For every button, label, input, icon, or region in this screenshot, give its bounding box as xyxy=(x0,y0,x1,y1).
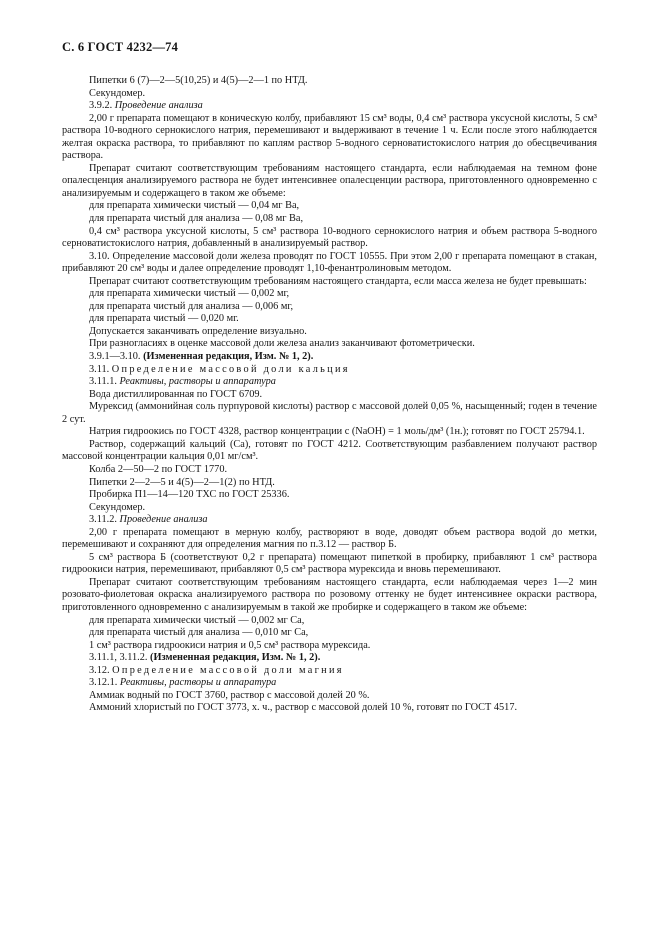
paragraph: Препарат считают соответствующим требованиям настоящего стандарта, если наблюдаемая через 1—2 мин розовато-фиолетовая окраска анализируемого раствора по розовому оттенку не будет интенсивнее окраски раствора, приготовленного одновременно с анализируемым в такой же пробирке и содержащего в таком же объеме: xyxy=(62,576,597,613)
list-item: для препарата чистый для анализа — 0,08 мг Ва, xyxy=(89,213,304,225)
paragraph: 2,00 г препарата помещают в мерную колбу, растворяют в воде, доводят объем раствора водой до метки, перемешивают и сохраняют для определения магния по п.3.12 — раствор Б. xyxy=(62,526,597,551)
list-item: для препарата чистый для анализа — 0,010 мг Са, xyxy=(89,627,309,639)
page-header: С. 6 ГОСТ 4232—74 xyxy=(62,40,179,54)
subsection-title: Проведение анализа xyxy=(114,100,203,112)
paragraph: 3.10. Определение массовой доли железа проводят по ГОСТ 10555. При этом 2,00 г препарата помещают в стакан, прибавляют 20 см³ воды и далее определение проводят 1,10-фенантролиновым методом. xyxy=(62,250,597,275)
paragraph: 5 см³ раствора Б (соответствуют 0,2 г препарата) помещают пипеткой в пробирку, прибавляют 1 см³ раствора гидроокиси натрия, перемешивают, прибавляют 0,5 см³ раствора мурексида и вновь перемешивают. xyxy=(62,551,597,576)
subsection-heading xyxy=(62,100,597,113)
section-number: 3.11.2. xyxy=(89,514,117,526)
subsection-title: Реактивы, растворы и аппаратура xyxy=(119,376,276,388)
paragraph: Препарат считают соответствующим требованиям настоящего стандарта, если наблюдаемая на темном фоне опалесценция анализируемого раствора не будет интенсивнее опалесценции раствора, приготовленного одновременно с анализируемым и содержащего в таком же объеме: xyxy=(62,162,597,199)
list-item: Пробирка П1—14—120 ТХС по ГОСТ 25336. xyxy=(89,489,290,501)
amendment-note xyxy=(62,652,597,665)
paragraph: Препарат считают соответствующим требованиям настоящего стандарта, если масса железа не будет превышать: xyxy=(89,275,587,287)
amendment-text: (Измененная редакция, Изм. № 1, 2). xyxy=(150,652,321,664)
document-body xyxy=(62,75,597,715)
subsection-title: Проведение анализа xyxy=(119,514,208,526)
paragraph: 0,4 см³ раствора уксусной кислоты, 5 см³ раствора 10-водного сернокислого натрия и объем раствора 5-водного серноватистокислого натрия, добавленный в анализируемый раствор. xyxy=(62,225,597,250)
section-heading xyxy=(62,665,597,678)
section-number: 3.12.1. xyxy=(89,677,118,689)
section-heading xyxy=(62,364,597,377)
subsection-heading xyxy=(62,677,597,690)
list-item: Колба 2—50—2 по ГОСТ 1770. xyxy=(89,463,228,475)
paragraph: Раствор, содержащий кальций (Са), готовят по ГОСТ 4212. Соответствующим разбавлением получают раствор массовой концентрации кальция 0,01 мг/см³. xyxy=(62,438,597,463)
list-item: для препарата чистый — 0,020 мг. xyxy=(89,313,239,325)
paragraph: Аммоний хлористый по ГОСТ 3773, х. ч., раствор с массовой долей 10 %, готовят по ГОСТ 4517. xyxy=(89,702,518,714)
amendment-note xyxy=(62,351,597,364)
subsection-heading xyxy=(62,514,597,527)
section-number: 3.9.2. xyxy=(89,100,113,112)
section-title: Определение массовой доли магния xyxy=(112,664,344,676)
list-item: 1 см³ раствора гидроокиси натрия и 0,5 см³ раствора мурексида. xyxy=(89,639,371,651)
list-item: Вода дистиллированная по ГОСТ 6709. xyxy=(89,388,263,400)
section-number: 3.12. xyxy=(89,664,110,676)
section-number: 3.11. xyxy=(89,363,110,375)
list-item: для препарата чистый для анализа — 0,006 мг, xyxy=(89,300,294,312)
paragraph: При разногласиях в оценке массовой доли железа анализ заканчивают фотометрически. xyxy=(89,338,475,350)
section-number: 3.11.1, 3.11.2. xyxy=(89,652,148,664)
list-item: для препарата химически чистый — 0,04 мг Ва, xyxy=(89,200,300,212)
paragraph: Допускается заканчивать определение визуально. xyxy=(89,325,307,337)
paragraph: Натрия гидроокись по ГОСТ 4328, раствор концентрации c (NaOH) = 1 моль/дм³ (1н.); готовят по ГОСТ 25794.1. xyxy=(89,426,585,438)
list-item: Аммиак водный по ГОСТ 3760, раствор с массовой долей 20 %. xyxy=(89,689,370,701)
paragraph: Секундомер. xyxy=(89,87,146,99)
subsection-title: Реактивы, растворы и аппаратура xyxy=(119,677,277,689)
subsection-heading xyxy=(62,376,597,389)
list-item: Секундомер. xyxy=(89,501,146,513)
list-item: Пипетки 2—2—5 и 4(5)—2—1(2) по НТД. xyxy=(89,476,275,488)
paragraph: Мурексид (аммонийная соль пурпуровой кислоты) раствор с массовой долей 0,05 %, насыщенный; годен в течение 2 сут. xyxy=(62,401,597,425)
section-title: Определение массовой доли кальция xyxy=(111,363,350,375)
list-item: для препарата химически чистый — 0,002 мг Са, xyxy=(89,614,305,626)
section-number: 3.11.1. xyxy=(89,376,117,388)
section-number: 3.9.1—3.10. xyxy=(89,351,141,363)
paragraph: Пипетки 6 (7)—2—5(10,25) и 4(5)—2—1 по НТД. xyxy=(89,75,308,86)
paragraph: 2,00 г препарата помещают в коническую колбу, прибавляют 15 см³ воды, 0,4 см³ раствора уксусной кислоты, 5 см³ раствора 10-водного сернокислого натрия, перемешивают и выдерживают в течение 1 ч. Если после этого наблюдается желтая окраска раствора, то прибавляют по каплям раствор 5-водного серноватистокислого натрия до обесцвечивания раствора. xyxy=(62,112,597,162)
list-item: для препарата химически чистый — 0,002 мг, xyxy=(89,288,290,300)
amendment-text: (Измененная редакция, Изм. № 1, 2). xyxy=(143,351,314,363)
